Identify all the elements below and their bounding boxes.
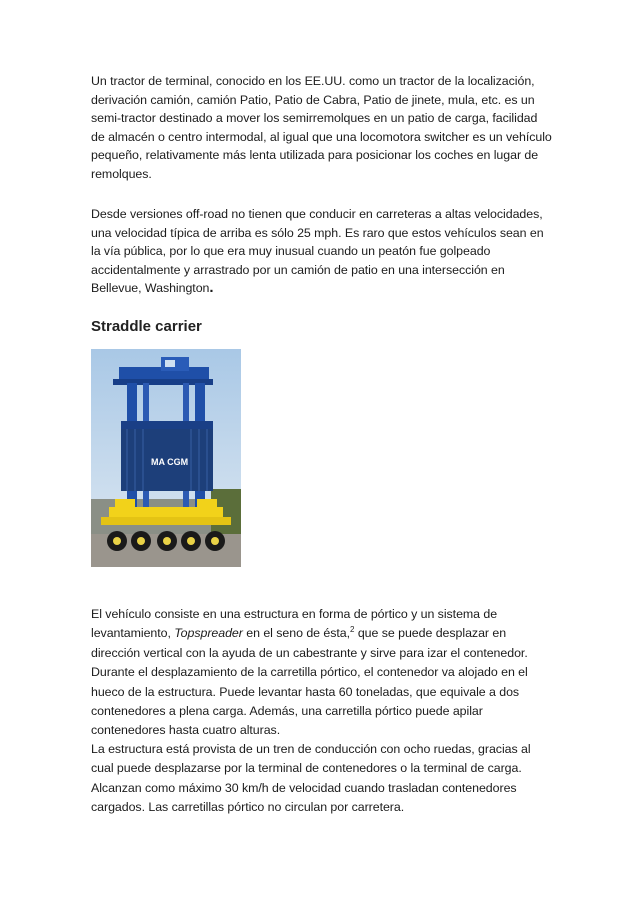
paragraph-off-road-text: Desde versiones off-road no tienen que conducir en carreteras a altas velocidades, una velocidad típica de arriba es sólo 25 mph. Es raro que estos vehículos sean en la vía pública, por lo que era muy inusual cuando un peatón fue golpeado accidentalmente y arrastrado por un camión de patio en una intersección en Bellevue, Washington: [91, 207, 544, 296]
paragraph-vehicle-structure: [91, 605, 553, 741]
paragraph-end-dot: .: [209, 279, 214, 297]
p3-text-a: El vehículo consiste en una estructura en forma de pórtico y un sistema de levantamiento,: [91, 607, 498, 641]
straddle-carrier-photo: [91, 349, 241, 567]
p3-text-b: en el seno de ésta,: [242, 626, 351, 641]
straddle-carrier-illustration: [91, 349, 241, 567]
footnote-ref[interactable]: 2: [350, 625, 355, 635]
p3-text-c: que se puede desplazar en dirección vertical con la ayuda de un cabestrante y sirve para izar el contenedor. Durante el desplazamiento de la carretilla pórtico, el contenedor va alojado en el hueco de la estructura. Puede levantar hasta 60 toneladas, que equivale a dos contenedores a plena carga. Además, una carretilla pórtico puede apilar contenedores hasta cuatro alturas.: [91, 626, 528, 738]
paragraph-terminal-tractor: Un tractor de terminal, conocido en los EE.UU. como un tractor de la localización, derivación camión, camión Patio, Patio de Cabra, Patio de jinete, mula, etc. es un semi-tractor destinado a mover los semirremolques en un patio de carga, facilidad de almacén o centro intermodal, al igual que una locomotora switcher es un vehículo pequeño, relativamente más lenta utilizada para posicionar los coches en lugar de remolques.: [91, 74, 552, 181]
p3-emphasis: Topspreader: [174, 626, 243, 641]
paragraph-drive-train: La estructura está provista de un tren de conducción con ocho ruedas, gracias al cual puede desplazarse por la terminal de contenedores o la terminal de carga. Alcanzan como máximo 30 km/h de velocidad cuando trasladan contenedores cargados. Las carretillas pórtico no circulan por carretera.: [91, 742, 531, 815]
section-heading-straddle-carrier: Straddle carrier: [91, 318, 202, 335]
container-logo: MA CGM: [151, 457, 189, 467]
paragraph-off-road: [91, 205, 553, 298]
